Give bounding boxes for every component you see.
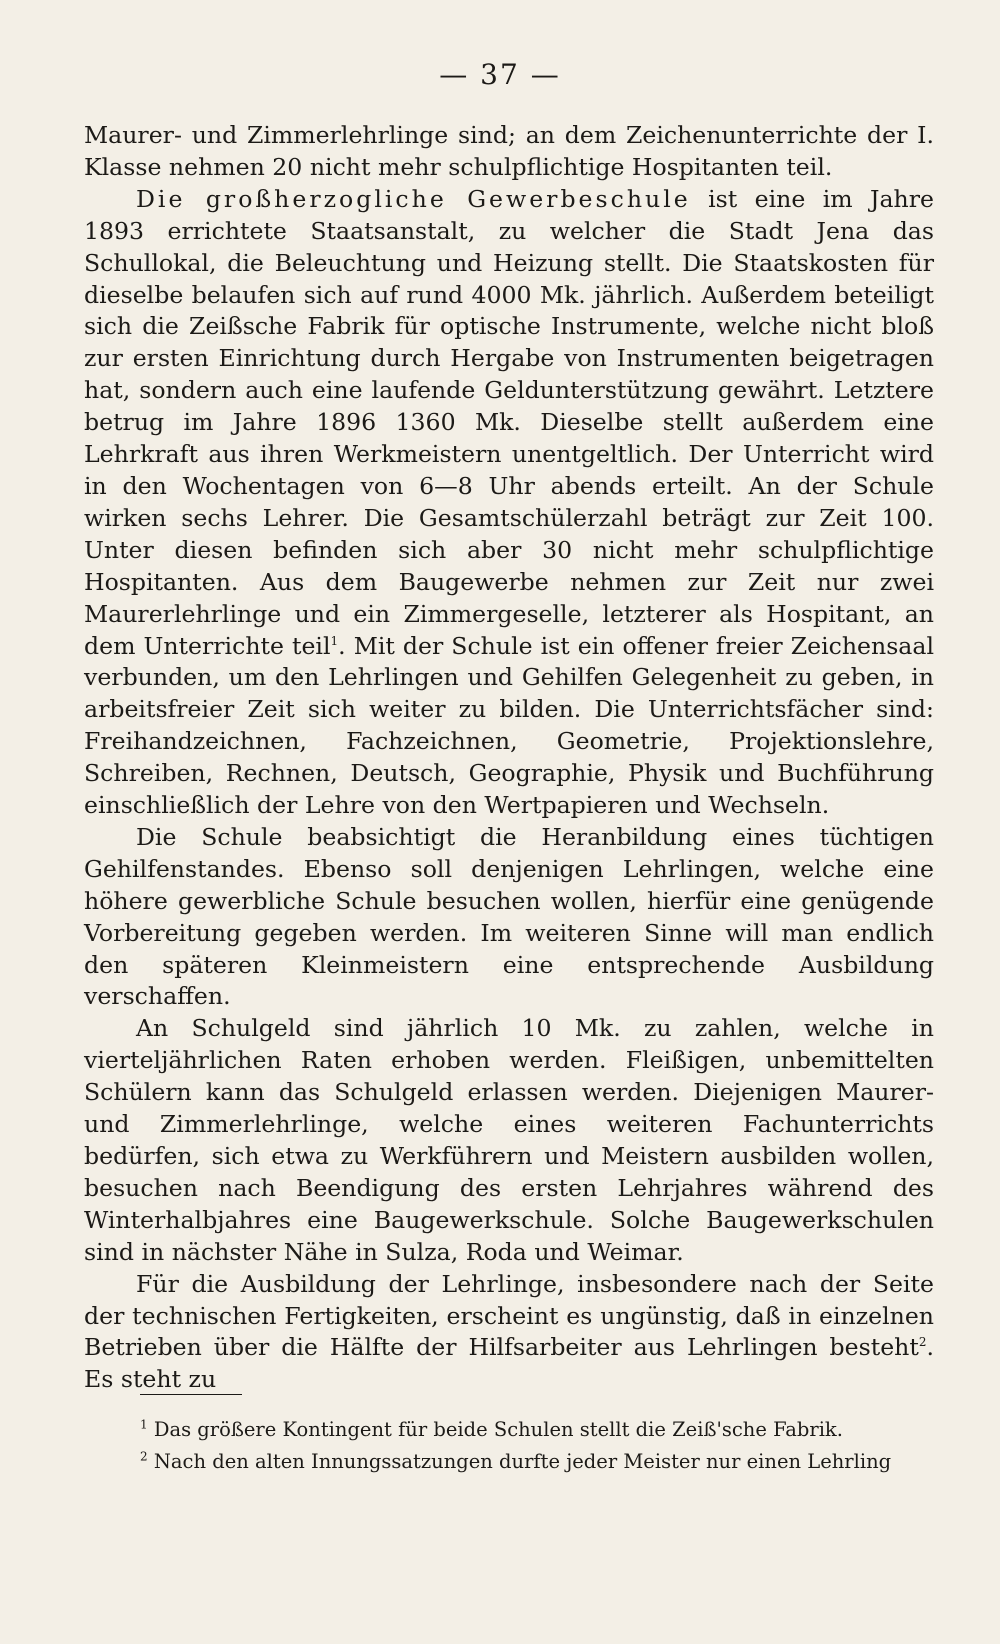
paragraph-text: . Es steht zu [84, 1333, 934, 1394]
paragraph [84, 184, 934, 822]
main-text [84, 120, 934, 1396]
paragraph-text: . Mit der Schule ist ein offener freier Zeichensaal verbunden, um den Lehrlingen und Gehilfen Gelegenheit zu geben, in arbeitsfreier Zeit sich weiter zu bilden. Die Unterrichtsfächer sind: Freihandzeichnen, Fachzeichnen, Geometrie, Projektionslehre, Schreiben, Rechnen, Deutsch, Geographie, Physik und Buchführung einschließlich der Lehre von den Wertpapieren und Wechseln. [84, 631, 934, 820]
footnote-divider [140, 1394, 242, 1395]
footnote-text: Das größere Kontingent für beide Schulen stellt die Zeiß'sche Fabrik. [153, 1418, 843, 1441]
spaced-phrase: Die großherzogliche Gewerbeschule [136, 184, 691, 213]
footnote-mark: 2 [140, 1449, 148, 1464]
page-number: — 37 — [439, 58, 561, 91]
footnote [140, 1446, 934, 1478]
footnote-ref: 1 [330, 633, 339, 648]
footnotes [140, 1414, 934, 1478]
paragraph: An Schulgeld sind jährlich 10 Mk. zu zahlen, welche in vierteljährlichen Raten erhoben werden. Fleißigen, unbemittelten Schülern kann das Schulgeld erlassen werden. Diejenigen Maurer- und Zimmerlehrlinge, welche eines weiteren Fachunterrichts bedürfen, sich etwa zu Werkführern und Meistern ausbilden wollen, besuchen nach Beendigung des ersten Lehrjahres während des Winterhalbjahres eine Baugewerkschule. Solche Baugewerkschulen sind in nächster Nähe in Sulza, Roda und Weimar. [84, 1014, 934, 1266]
footnote [140, 1414, 934, 1446]
paragraph-text: ist eine im Jahre 1893 errichtete Staatsanstalt, zu welcher die Stadt Jena das Schullokal, die Beleuchtung und Heizung stellt. Die Staatskosten für dieselbe belaufen sich auf rund 4000 Mk. jährlich. Außerdem beteiligt sich die Zeißsche Fabrik für optische Instrumente, welche nicht bloß zur ersten Einrichtung durch Hergabe von Instrumenten beigetragen hat, sondern auch eine laufende Geldunterstützung gewährt. Letztere betrug im Jahre 1896 1360 Mk. Dieselbe stellt außerdem eine Lehrkraft aus ihren Werkmeistern unentgeltlich. Der Unterricht wird in den Wochentagen von 6—8 Uhr abends erteilt. An der Schule wirken sechs Lehrer. Die Gesamtschülerzahl beträgt zur Zeit 100. Unter diesen befinden sich aber 30 nicht mehr schulpflichtige Hospitanten. Aus dem Baugewerbe nehmen zur Zeit nur zwei Maurerlehrlinge und ein Zimmergeselle, letzterer als Hospitant, an dem Unterrichte teil [84, 184, 934, 660]
footnote-text: Nach den alten Innungssatzungen durfte jeder Meister nur einen Lehrling [153, 1450, 892, 1473]
paragraph [84, 1269, 934, 1397]
footnote-ref: 2 [918, 1335, 927, 1350]
footnote-mark: 1 [140, 1417, 148, 1432]
paragraph: Die Schule beabsichtigt die Heranbildung eines tüchtigen Gehilfenstandes. Ebenso soll denjenigen Lehrlingen, welche eine höhere gewerbliche Schule besuchen wollen, hierfür eine genügende Vorbereitung gegeben werden. Im weiteren Sinne will man endlich den späteren Kleinmeistern eine entsprechende Ausbildung verschaffen. [84, 822, 934, 1011]
paragraph: Maurer- und Zimmerlehrlinge sind; an dem Zeichenunterrichte der I. Klasse nehmen 20 nicht mehr schulpflichtige Hospitanten teil. [84, 121, 934, 181]
paragraph-text: Für die Ausbildung der Lehrlinge, insbesondere nach der Seite der technischen Fertigkeiten, erscheint es ungünstig, daß in einzelnen Betrieben über die Hälfte der Hilfsarbeiter aus Lehrlingen besteht [84, 1269, 934, 1362]
